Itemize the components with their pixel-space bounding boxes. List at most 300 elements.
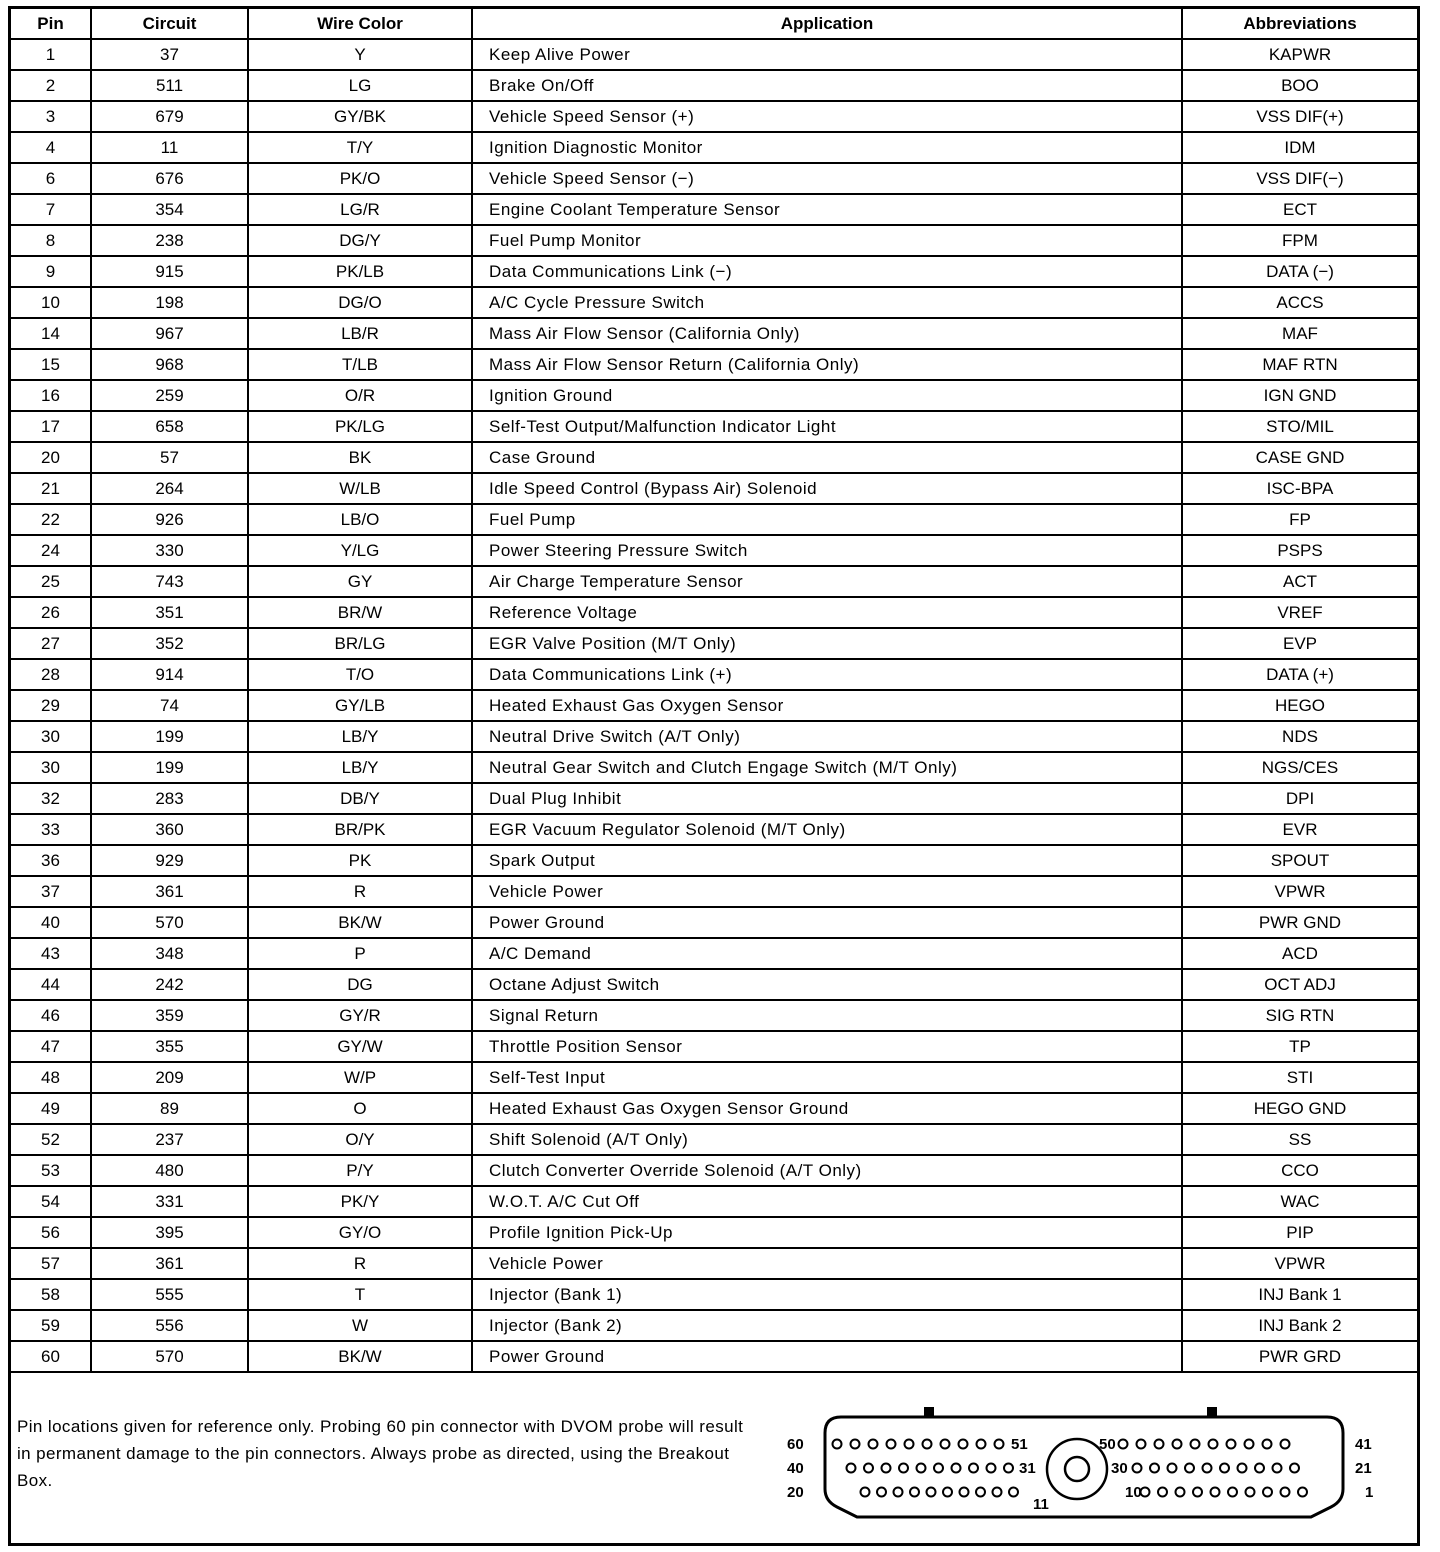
wire-color-cell: PK/LG	[248, 411, 472, 442]
wire-color-cell: W	[248, 1310, 472, 1341]
abbreviation-cell: ECT	[1182, 194, 1417, 225]
pin-hole	[1255, 1464, 1264, 1473]
wire-color-cell: O	[248, 1093, 472, 1124]
wire-color-cell: BR/W	[248, 597, 472, 628]
pin-hole	[1220, 1464, 1229, 1473]
table-row	[11, 70, 1417, 101]
application-cell: Air Charge Temperature Sensor	[472, 566, 1182, 597]
application-cell: Keep Alive Power	[472, 39, 1182, 70]
pin-hole	[1004, 1464, 1013, 1473]
abbreviation-cell: OCT ADJ	[1182, 969, 1417, 1000]
pin-cell: 28	[11, 659, 91, 690]
pin-cell: 54	[11, 1186, 91, 1217]
application-cell: Self-Test Input	[472, 1062, 1182, 1093]
application-cell: Injector (Bank 2)	[472, 1310, 1182, 1341]
circuit-cell: 74	[91, 690, 248, 721]
pin-hole	[1228, 1488, 1237, 1497]
application-cell: Self-Test Output/Malfunction Indicator Light	[472, 411, 1182, 442]
abbreviation-cell: DATA (+)	[1182, 659, 1417, 690]
connector-body	[825, 1417, 1343, 1517]
circuit-cell: 199	[91, 752, 248, 783]
table-row	[11, 163, 1417, 194]
abbreviation-cell: SS	[1182, 1124, 1417, 1155]
application-cell: Brake On/Off	[472, 70, 1182, 101]
pin-hole	[905, 1440, 914, 1449]
wire-color-cell: Y/LG	[248, 535, 472, 566]
pin-cell: 37	[11, 876, 91, 907]
abbreviation-cell: ISC-BPA	[1182, 473, 1417, 504]
pin-hole	[934, 1464, 943, 1473]
wire-color-cell: GY/W	[248, 1031, 472, 1062]
pin-hole	[894, 1488, 903, 1497]
wire-color-cell: P/Y	[248, 1155, 472, 1186]
circuit-cell: 198	[91, 287, 248, 318]
table-row	[11, 659, 1417, 690]
wire-color-cell: PK/Y	[248, 1186, 472, 1217]
abbreviation-cell: STO/MIL	[1182, 411, 1417, 442]
abbreviation-cell: DATA (−)	[1182, 256, 1417, 287]
pin-hole	[910, 1488, 919, 1497]
application-cell: Profile Ignition Pick-Up	[472, 1217, 1182, 1248]
pin-hole	[899, 1464, 908, 1473]
table-row	[11, 1341, 1417, 1372]
abbreviation-cell: FP	[1182, 504, 1417, 535]
wire-color-cell: O/Y	[248, 1124, 472, 1155]
abbreviation-cell: MAF RTN	[1182, 349, 1417, 380]
table-row	[11, 287, 1417, 318]
wire-color-cell: P	[248, 938, 472, 969]
application-cell: Reference Voltage	[472, 597, 1182, 628]
pin-hole	[864, 1464, 873, 1473]
abbreviation-cell: TP	[1182, 1031, 1417, 1062]
pin-holes	[833, 1440, 1308, 1497]
header-wire-color: Wire Color	[248, 9, 472, 39]
pin-hole	[1209, 1440, 1218, 1449]
abbreviation-cell: STI	[1182, 1062, 1417, 1093]
application-cell: Dual Plug Inhibit	[472, 783, 1182, 814]
label-51: 51	[1011, 1436, 1028, 1453]
circuit-cell: 915	[91, 256, 248, 287]
table-row	[11, 504, 1417, 535]
pin-cell: 27	[11, 628, 91, 659]
pin-cell: 15	[11, 349, 91, 380]
abbreviation-cell: HEGO	[1182, 690, 1417, 721]
application-cell: Shift Solenoid (A/T Only)	[472, 1124, 1182, 1155]
wire-color-cell: PK/LB	[248, 256, 472, 287]
table-row	[11, 380, 1417, 411]
circuit-cell: 556	[91, 1310, 248, 1341]
wire-color-cell: PK	[248, 845, 472, 876]
wire-color-cell: R	[248, 1248, 472, 1279]
circuit-cell: 361	[91, 876, 248, 907]
wire-color-cell: O/R	[248, 380, 472, 411]
table-row	[11, 1155, 1417, 1186]
pin-hole	[1137, 1440, 1146, 1449]
circuit-cell: 330	[91, 535, 248, 566]
application-cell: Mass Air Flow Sensor (California Only)	[472, 318, 1182, 349]
application-cell: Injector (Bank 1)	[472, 1279, 1182, 1310]
pin-cell: 33	[11, 814, 91, 845]
table-row	[11, 132, 1417, 163]
wire-color-cell: GY	[248, 566, 472, 597]
circuit-cell: 926	[91, 504, 248, 535]
table-row	[11, 907, 1417, 938]
pin-hole	[941, 1440, 950, 1449]
application-cell: Fuel Pump Monitor	[472, 225, 1182, 256]
pin-hole	[851, 1440, 860, 1449]
table-row	[11, 721, 1417, 752]
pin-hole	[1185, 1464, 1194, 1473]
pin-hole	[1281, 1488, 1290, 1497]
wire-color-cell: DB/Y	[248, 783, 472, 814]
abbreviation-cell: VSS DIF(+)	[1182, 101, 1417, 132]
table-row	[11, 876, 1417, 907]
pin-hole	[1281, 1440, 1290, 1449]
table-row	[11, 938, 1417, 969]
wire-color-cell: R	[248, 876, 472, 907]
pin-hole	[952, 1464, 961, 1473]
pin-cell: 43	[11, 938, 91, 969]
abbreviation-cell: HEGO GND	[1182, 1093, 1417, 1124]
pin-hole	[1263, 1440, 1272, 1449]
application-cell: Fuel Pump	[472, 504, 1182, 535]
abbreviation-cell: PIP	[1182, 1217, 1417, 1248]
application-cell: Heated Exhaust Gas Oxygen Sensor	[472, 690, 1182, 721]
pin-hole	[1238, 1464, 1247, 1473]
pin-cell: 14	[11, 318, 91, 349]
table-row	[11, 411, 1417, 442]
pin-cell: 8	[11, 225, 91, 256]
label-41: 41	[1355, 1436, 1372, 1453]
label-21: 21	[1355, 1460, 1372, 1477]
pin-cell: 7	[11, 194, 91, 225]
circuit-cell: 511	[91, 70, 248, 101]
circuit-cell: 929	[91, 845, 248, 876]
table-header-row	[11, 9, 1417, 39]
application-cell: Heated Exhaust Gas Oxygen Sensor Ground	[472, 1093, 1182, 1124]
pin-hole	[833, 1440, 842, 1449]
abbreviation-cell: VPWR	[1182, 1248, 1417, 1279]
header-abbreviations: Abbreviations	[1182, 9, 1417, 39]
application-cell: Neutral Drive Switch (A/T Only)	[472, 721, 1182, 752]
pin-hole	[969, 1464, 978, 1473]
abbreviation-cell: EVR	[1182, 814, 1417, 845]
pin-hole	[1173, 1440, 1182, 1449]
pin-cell: 58	[11, 1279, 91, 1310]
pin-hole	[1168, 1464, 1177, 1473]
pin-hole	[923, 1440, 932, 1449]
wire-color-cell: T/Y	[248, 132, 472, 163]
circuit-cell: 361	[91, 1248, 248, 1279]
pin-cell: 29	[11, 690, 91, 721]
pin-cell: 10	[11, 287, 91, 318]
pin-cell: 60	[11, 1341, 91, 1372]
pin-cell: 1	[11, 39, 91, 70]
circuit-cell: 351	[91, 597, 248, 628]
table-row	[11, 535, 1417, 566]
pin-hole	[1245, 1440, 1254, 1449]
circuit-cell: 967	[91, 318, 248, 349]
label-60: 60	[787, 1436, 804, 1453]
abbreviation-cell: VREF	[1182, 597, 1417, 628]
footer-panel	[11, 1375, 1417, 1543]
pin-cell: 3	[11, 101, 91, 132]
pin-hole	[869, 1440, 878, 1449]
wire-color-cell: BK/W	[248, 907, 472, 938]
abbreviation-cell: EVP	[1182, 628, 1417, 659]
label-20: 20	[787, 1484, 804, 1501]
header-circuit: Circuit	[91, 9, 248, 39]
pin-hole	[1155, 1440, 1164, 1449]
table-row	[11, 194, 1417, 225]
table-row	[11, 783, 1417, 814]
application-cell: Octane Adjust Switch	[472, 969, 1182, 1000]
pin-cell: 26	[11, 597, 91, 628]
pin-hole	[847, 1464, 856, 1473]
pin-cell: 24	[11, 535, 91, 566]
abbreviation-cell: PWR GND	[1182, 907, 1417, 938]
pin-hole	[1203, 1464, 1212, 1473]
wire-color-cell: GY/LB	[248, 690, 472, 721]
wire-color-cell: GY/O	[248, 1217, 472, 1248]
pin-hole	[861, 1488, 870, 1497]
pin-cell: 22	[11, 504, 91, 535]
abbreviation-cell: WAC	[1182, 1186, 1417, 1217]
table-row	[11, 752, 1417, 783]
label-1: 1	[1365, 1484, 1374, 1501]
pin-cell: 30	[11, 752, 91, 783]
wire-color-cell: W/P	[248, 1062, 472, 1093]
application-cell: Signal Return	[472, 1000, 1182, 1031]
circuit-cell: 89	[91, 1093, 248, 1124]
application-cell: Throttle Position Sensor	[472, 1031, 1182, 1062]
pin-cell: 2	[11, 70, 91, 101]
abbreviation-cell: INJ Bank 1	[1182, 1279, 1417, 1310]
application-cell: Vehicle Power	[472, 876, 1182, 907]
pin-cell: 32	[11, 783, 91, 814]
pin-hole	[1119, 1440, 1128, 1449]
circuit-cell: 480	[91, 1155, 248, 1186]
pin-hole	[995, 1440, 1004, 1449]
pin-hole	[1009, 1488, 1018, 1497]
sixty-pin-connector-diagram	[771, 1401, 1411, 1531]
application-cell: Idle Speed Control (Bypass Air) Solenoid	[472, 473, 1182, 504]
pin-cell: 48	[11, 1062, 91, 1093]
pin-hole	[1150, 1464, 1159, 1473]
pin-hole	[1141, 1488, 1150, 1497]
table-row	[11, 473, 1417, 504]
table-row	[11, 1000, 1417, 1031]
abbreviation-cell: VSS DIF(−)	[1182, 163, 1417, 194]
wire-color-cell: T/LB	[248, 349, 472, 380]
wire-color-cell: BR/PK	[248, 814, 472, 845]
table-row	[11, 1124, 1417, 1155]
wire-color-cell: LB/R	[248, 318, 472, 349]
abbreviation-cell: NDS	[1182, 721, 1417, 752]
table-row	[11, 1279, 1417, 1310]
application-cell: A/C Cycle Pressure Switch	[472, 287, 1182, 318]
wire-color-cell: BK	[248, 442, 472, 473]
abbreviation-cell: ACT	[1182, 566, 1417, 597]
pin-hole	[887, 1440, 896, 1449]
wire-color-cell: GY/R	[248, 1000, 472, 1031]
circuit-cell: 242	[91, 969, 248, 1000]
label-10: 10	[1125, 1484, 1142, 1501]
application-cell: Vehicle Speed Sensor (−)	[472, 163, 1182, 194]
table-row	[11, 349, 1417, 380]
table-row	[11, 1248, 1417, 1279]
center-bolt	[1047, 1439, 1107, 1499]
circuit-cell: 355	[91, 1031, 248, 1062]
table-row	[11, 1031, 1417, 1062]
circuit-cell: 37	[91, 39, 248, 70]
wire-color-cell: LB/Y	[248, 721, 472, 752]
circuit-cell: 679	[91, 101, 248, 132]
circuit-cell: 360	[91, 814, 248, 845]
circuit-cell: 570	[91, 907, 248, 938]
application-cell: Spark Output	[472, 845, 1182, 876]
abbreviation-cell: IGN GND	[1182, 380, 1417, 411]
wire-color-cell: DG/Y	[248, 225, 472, 256]
abbreviation-cell: DPI	[1182, 783, 1417, 814]
application-cell: Data Communications Link (+)	[472, 659, 1182, 690]
wire-color-cell: Y	[248, 39, 472, 70]
pin-cell: 56	[11, 1217, 91, 1248]
circuit-cell: 237	[91, 1124, 248, 1155]
abbreviation-cell: KAPWR	[1182, 39, 1417, 70]
abbreviation-cell: PSPS	[1182, 535, 1417, 566]
table-row	[11, 39, 1417, 70]
application-cell: A/C Demand	[472, 938, 1182, 969]
application-cell: W.O.T. A/C Cut Off	[472, 1186, 1182, 1217]
pinout-table	[11, 9, 1417, 1373]
label-50: 50	[1099, 1436, 1116, 1453]
pin-cell: 9	[11, 256, 91, 287]
wire-color-cell: GY/BK	[248, 101, 472, 132]
circuit-cell: 264	[91, 473, 248, 504]
pin-cell: 36	[11, 845, 91, 876]
abbreviation-cell: NGS/CES	[1182, 752, 1417, 783]
pin-cell: 57	[11, 1248, 91, 1279]
application-cell: EGR Valve Position (M/T Only)	[472, 628, 1182, 659]
wire-color-cell: W/LB	[248, 473, 472, 504]
circuit-cell: 348	[91, 938, 248, 969]
pin-hole	[976, 1488, 985, 1497]
application-cell: Case Ground	[472, 442, 1182, 473]
abbreviation-cell: CCO	[1182, 1155, 1417, 1186]
label-40: 40	[787, 1460, 804, 1477]
pin-hole	[960, 1488, 969, 1497]
pin-hole	[977, 1440, 986, 1449]
pin-cell: 6	[11, 163, 91, 194]
application-cell: Engine Coolant Temperature Sensor	[472, 194, 1182, 225]
table-row	[11, 566, 1417, 597]
circuit-cell: 914	[91, 659, 248, 690]
pin-hole	[882, 1464, 891, 1473]
abbreviation-cell: INJ Bank 2	[1182, 1310, 1417, 1341]
pin-hole	[993, 1488, 1002, 1497]
pin-hole	[1211, 1488, 1220, 1497]
pin-cell: 4	[11, 132, 91, 163]
pin-cell: 46	[11, 1000, 91, 1031]
pin-hole	[1158, 1488, 1167, 1497]
circuit-cell: 395	[91, 1217, 248, 1248]
pin-cell: 20	[11, 442, 91, 473]
pin-hole	[1246, 1488, 1255, 1497]
circuit-cell: 658	[91, 411, 248, 442]
pin-hole	[1298, 1488, 1307, 1497]
wire-color-cell: BR/LG	[248, 628, 472, 659]
pinout-sheet	[8, 6, 1420, 1546]
pin-cell: 59	[11, 1310, 91, 1341]
application-cell: Ignition Ground	[472, 380, 1182, 411]
table-row	[11, 256, 1417, 287]
pin-cell: 16	[11, 380, 91, 411]
label-11: 11	[1033, 1496, 1049, 1513]
pin-hole	[1263, 1488, 1272, 1497]
table-row	[11, 969, 1417, 1000]
circuit-cell: 238	[91, 225, 248, 256]
pin-cell: 21	[11, 473, 91, 504]
wire-color-cell: LB/O	[248, 504, 472, 535]
circuit-cell: 259	[91, 380, 248, 411]
table-row	[11, 1186, 1417, 1217]
table-row	[11, 101, 1417, 132]
circuit-cell: 743	[91, 566, 248, 597]
wire-color-cell: T/O	[248, 659, 472, 690]
application-cell: Power Ground	[472, 1341, 1182, 1372]
wire-color-cell: LG	[248, 70, 472, 101]
reference-note: Pin locations given for reference only. Probing 60 pin connector with DVOM probe will result in permanent damage to the pin connectors. Always probe as directed, using the Breakout Box.	[17, 1417, 744, 1490]
pin-hole	[1227, 1440, 1236, 1449]
circuit-cell: 676	[91, 163, 248, 194]
label-30: 30	[1111, 1460, 1128, 1477]
wire-color-cell: PK/O	[248, 163, 472, 194]
application-cell: Clutch Converter Override Solenoid (A/T Only)	[472, 1155, 1182, 1186]
table-row	[11, 597, 1417, 628]
circuit-cell: 968	[91, 349, 248, 380]
application-cell: Vehicle Speed Sensor (+)	[472, 101, 1182, 132]
circuit-cell: 199	[91, 721, 248, 752]
abbreviation-cell: SPOUT	[1182, 845, 1417, 876]
application-cell: EGR Vacuum Regulator Solenoid (M/T Only)	[472, 814, 1182, 845]
pin-hole	[1176, 1488, 1185, 1497]
pin-hole	[1133, 1464, 1142, 1473]
header-application: Application	[472, 9, 1182, 39]
table-row	[11, 318, 1417, 349]
pin-cell: 25	[11, 566, 91, 597]
pin-hole	[1290, 1464, 1299, 1473]
circuit-cell: 283	[91, 783, 248, 814]
application-cell: Power Steering Pressure Switch	[472, 535, 1182, 566]
circuit-cell: 352	[91, 628, 248, 659]
abbreviation-cell: MAF	[1182, 318, 1417, 349]
pin-cell: 17	[11, 411, 91, 442]
application-cell: Data Communications Link (−)	[472, 256, 1182, 287]
pin-cell: 44	[11, 969, 91, 1000]
table-row	[11, 1217, 1417, 1248]
pin-cell: 40	[11, 907, 91, 938]
pin-hole	[943, 1488, 952, 1497]
wire-color-cell: DG/O	[248, 287, 472, 318]
pin-cell: 52	[11, 1124, 91, 1155]
table-row	[11, 814, 1417, 845]
pin-hole	[1273, 1464, 1282, 1473]
circuit-cell: 57	[91, 442, 248, 473]
wire-color-cell: LG/R	[248, 194, 472, 225]
wire-color-cell: LB/Y	[248, 752, 472, 783]
pin-hole	[1193, 1488, 1202, 1497]
